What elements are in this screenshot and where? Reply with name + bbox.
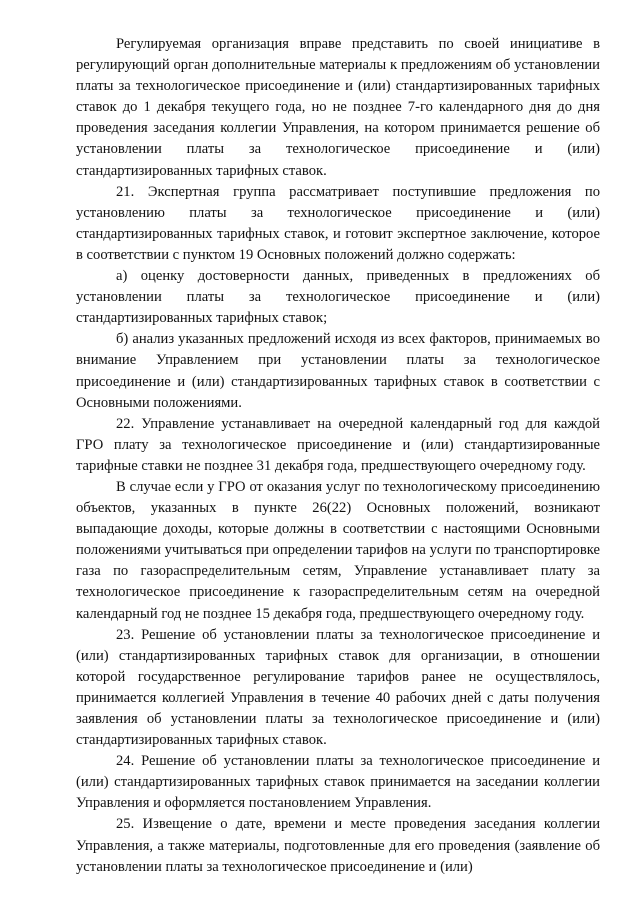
paragraph-21-expert-group: 21. Экспертная группа рассматривает поступившие предложения по установлению платы за технологическое присоединение и (или) стандартизированных тарифных ставок, и готовит экспертное заключение, которое в соответствии с пунктом 19 Основных положений должно содержать:	[76, 183, 600, 263]
paragraph-21-item-b: б) анализ указанных предложений исходя из всех факторов, принимаемых во внимание Управлением при установлении платы за технологическое присоединение и (или) стандартизированных тарифных ставок в соответствии с Основными положениями.	[76, 331, 600, 411]
paragraph-24: 24. Решение об установлении платы за технологическое присоединение и (или) стандартизированных тарифных ставок принимается на заседании коллегии Управления и оформляется постановлением Управления.	[76, 753, 600, 812]
paragraph-23: 23. Решение об установлении платы за технологическое присоединение и (или) стандартизированных тарифных ставок для организации, в отношении которой государственное регулирование тарифов ранее не осуществлялось, принимается коллегией Управления в течение 40 рабочих дней с даты получения заявления об установлении платы за технологическое присоединение и (или) стандартизированных тарифных ставок.	[76, 626, 600, 749]
paragraph-21-item-a: а) оценку достоверности данных, приведенных в предложениях об установлении платы за технологическое присоединение и (или) стандартизированных тарифных ставок;	[76, 268, 600, 327]
paragraph-22-lost-income: В случае если у ГРО от оказания услуг по технологическому присоединению объектов, указанных в пункте 26(22) Основных положений, возникают выпадающие доходы, которые должны в соответствии с настоящими Основными положениями учитываться при определении тарифов на услуги по транспортировке газа по газораспределительным сетям, Управление устанавливает плату за технологическое присоединение к газораспределительным сетям на очередной календарный год не позднее 15 декабря года, предшествующего очередному году.	[76, 478, 600, 622]
paragraph-additional-materials: Регулируемая организация вправе представить по своей инициативе в регулирующий орган дополнительные материалы к предложениям об установлении платы за технологическое присоединение и (или) стандартизированных тарифных ставок до 1 декабря текущего года, но не позднее 7-го календарного дня до дня проведения заседания коллегии Управления, на котором принимается решение об установлении платы за технологическое присоединение и (или) стандартизированных тарифных ставок.	[76, 36, 600, 179]
document-page	[76, 34, 600, 878]
paragraph-25: 25. Извещение о дате, времени и месте проведения заседания коллегии Управления, а также материалы, подготовленные для его проведения (заявление об установлении платы за технологическое присоединение и (или)	[76, 816, 600, 875]
paragraph-22: 22. Управление устанавливает на очередной календарный год для каждой ГРО плату за технологическое присоединение и (или) стандартизированные тарифные ставки не позднее 31 декабря года, предшествующего очередному году.	[76, 415, 600, 474]
